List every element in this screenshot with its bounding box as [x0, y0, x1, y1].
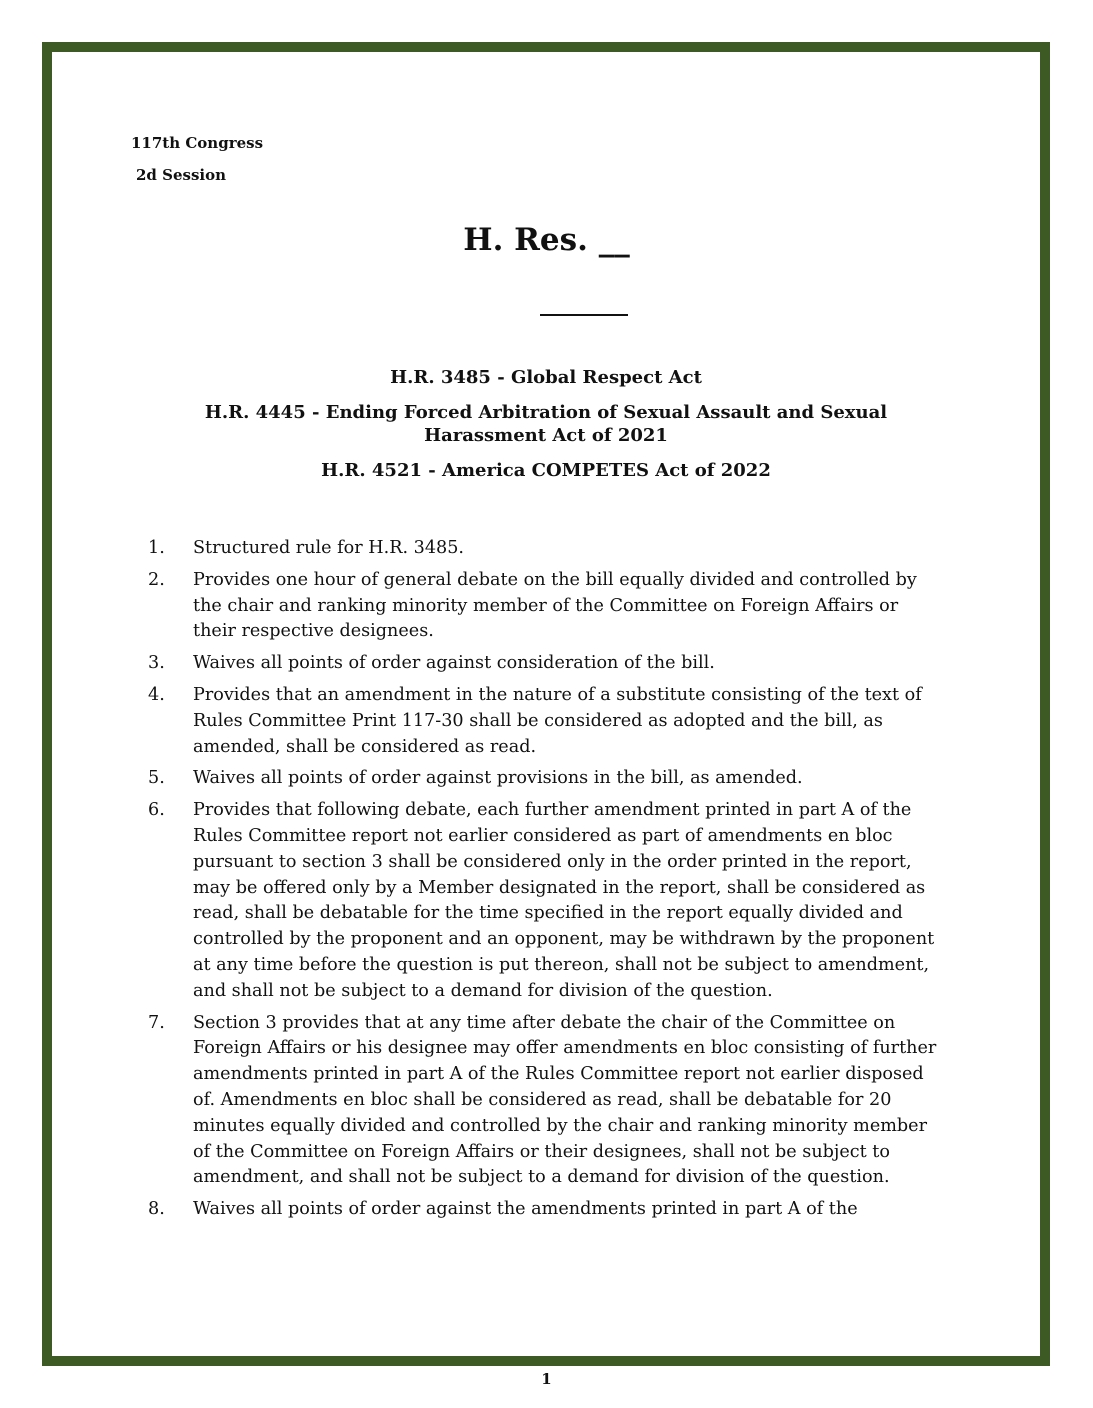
item-number: 3. — [148, 653, 165, 674]
page-number: 1 — [541, 1370, 552, 1388]
item-number: 8. — [148, 1199, 165, 1220]
list-item — [148, 536, 938, 562]
resolution-title: H. Res. __ — [463, 222, 630, 258]
item-number: 2. — [148, 569, 165, 590]
list-item — [148, 1197, 938, 1223]
congress-label: 117th Congress — [131, 134, 264, 152]
bill-list — [150, 366, 942, 494]
item-text: Waives all points of order against the amendments printed in part A of the — [193, 1199, 858, 1220]
list-item — [148, 1011, 938, 1192]
bill-heading-hr-3485: H.R. 3485 - Global Respect Act — [390, 367, 702, 388]
list-item — [148, 766, 938, 792]
item-number: 7. — [148, 1012, 165, 1033]
bill-heading-hr-4445: H.R. 4445 - Ending Forced Arbitration of Sexual Assault and Sexual Harassment Act of 2021 — [204, 402, 888, 446]
item-text: Provides that following debate, each further amendment printed in part A of the Rules Committee report not earlier considered as part of amendments en bloc pursuant to section 3 shall be considered only in the order printed in the report, may be offered only by a Member designated in the report, shall be considered as read, shall be debatable for the time specified in the report equally divided and controlled by the proponent and an opponent, may be withdrawn by the proponent at any time before the question is put thereon, shall not be subject to amendment, and shall not be subject to a demand for division of the question. — [193, 800, 935, 1001]
item-number: 4. — [148, 684, 165, 705]
item-text: Provides one hour of general debate on the bill equally divided and controlled by the chair and ranking minority member of the Committee on Foreign Affairs or their respective designees. — [193, 569, 917, 642]
item-text: Provides that an amendment in the nature of a substitute consisting of the text of Rules Committee Print 117-30 shall be considered as adopted and the bill, as amended, shall be considered as read. — [193, 684, 922, 757]
item-text: Structured rule for H.R. 3485. — [193, 538, 465, 558]
item-text: Waives all points of order against consideration of the bill. — [193, 653, 715, 674]
list-item — [148, 798, 938, 1004]
list-item — [148, 568, 938, 645]
session-label: 2d Session — [136, 166, 227, 184]
item-number: 6. — [148, 800, 165, 821]
title-divider — [540, 314, 628, 316]
item-text: Waives all points of order against provisions in the bill, as amended. — [193, 768, 803, 789]
rule-provisions-list — [148, 536, 938, 1229]
item-number: 5. — [148, 768, 165, 789]
item-number: 1. — [148, 538, 165, 558]
list-item — [148, 683, 938, 760]
list-item — [148, 651, 938, 677]
item-text: Section 3 provides that at any time after debate the chair of the Committee on Foreign Affairs or his designee may offer amendments en bloc consisting of further amendments printed in part A of the Rules Committee report not earlier disposed of. Amendments en bloc shall be considered as read, shall be debatable for 20 minutes equally divided and controlled by the chair and ranking minority member of the Committee on Foreign Affairs or their designees, shall not be subject to amendment, and shall not be subject to a demand for division of the question. — [193, 1012, 937, 1188]
bill-heading-hr-4521: H.R. 4521 - America COMPETES Act of 2022 — [321, 460, 771, 481]
